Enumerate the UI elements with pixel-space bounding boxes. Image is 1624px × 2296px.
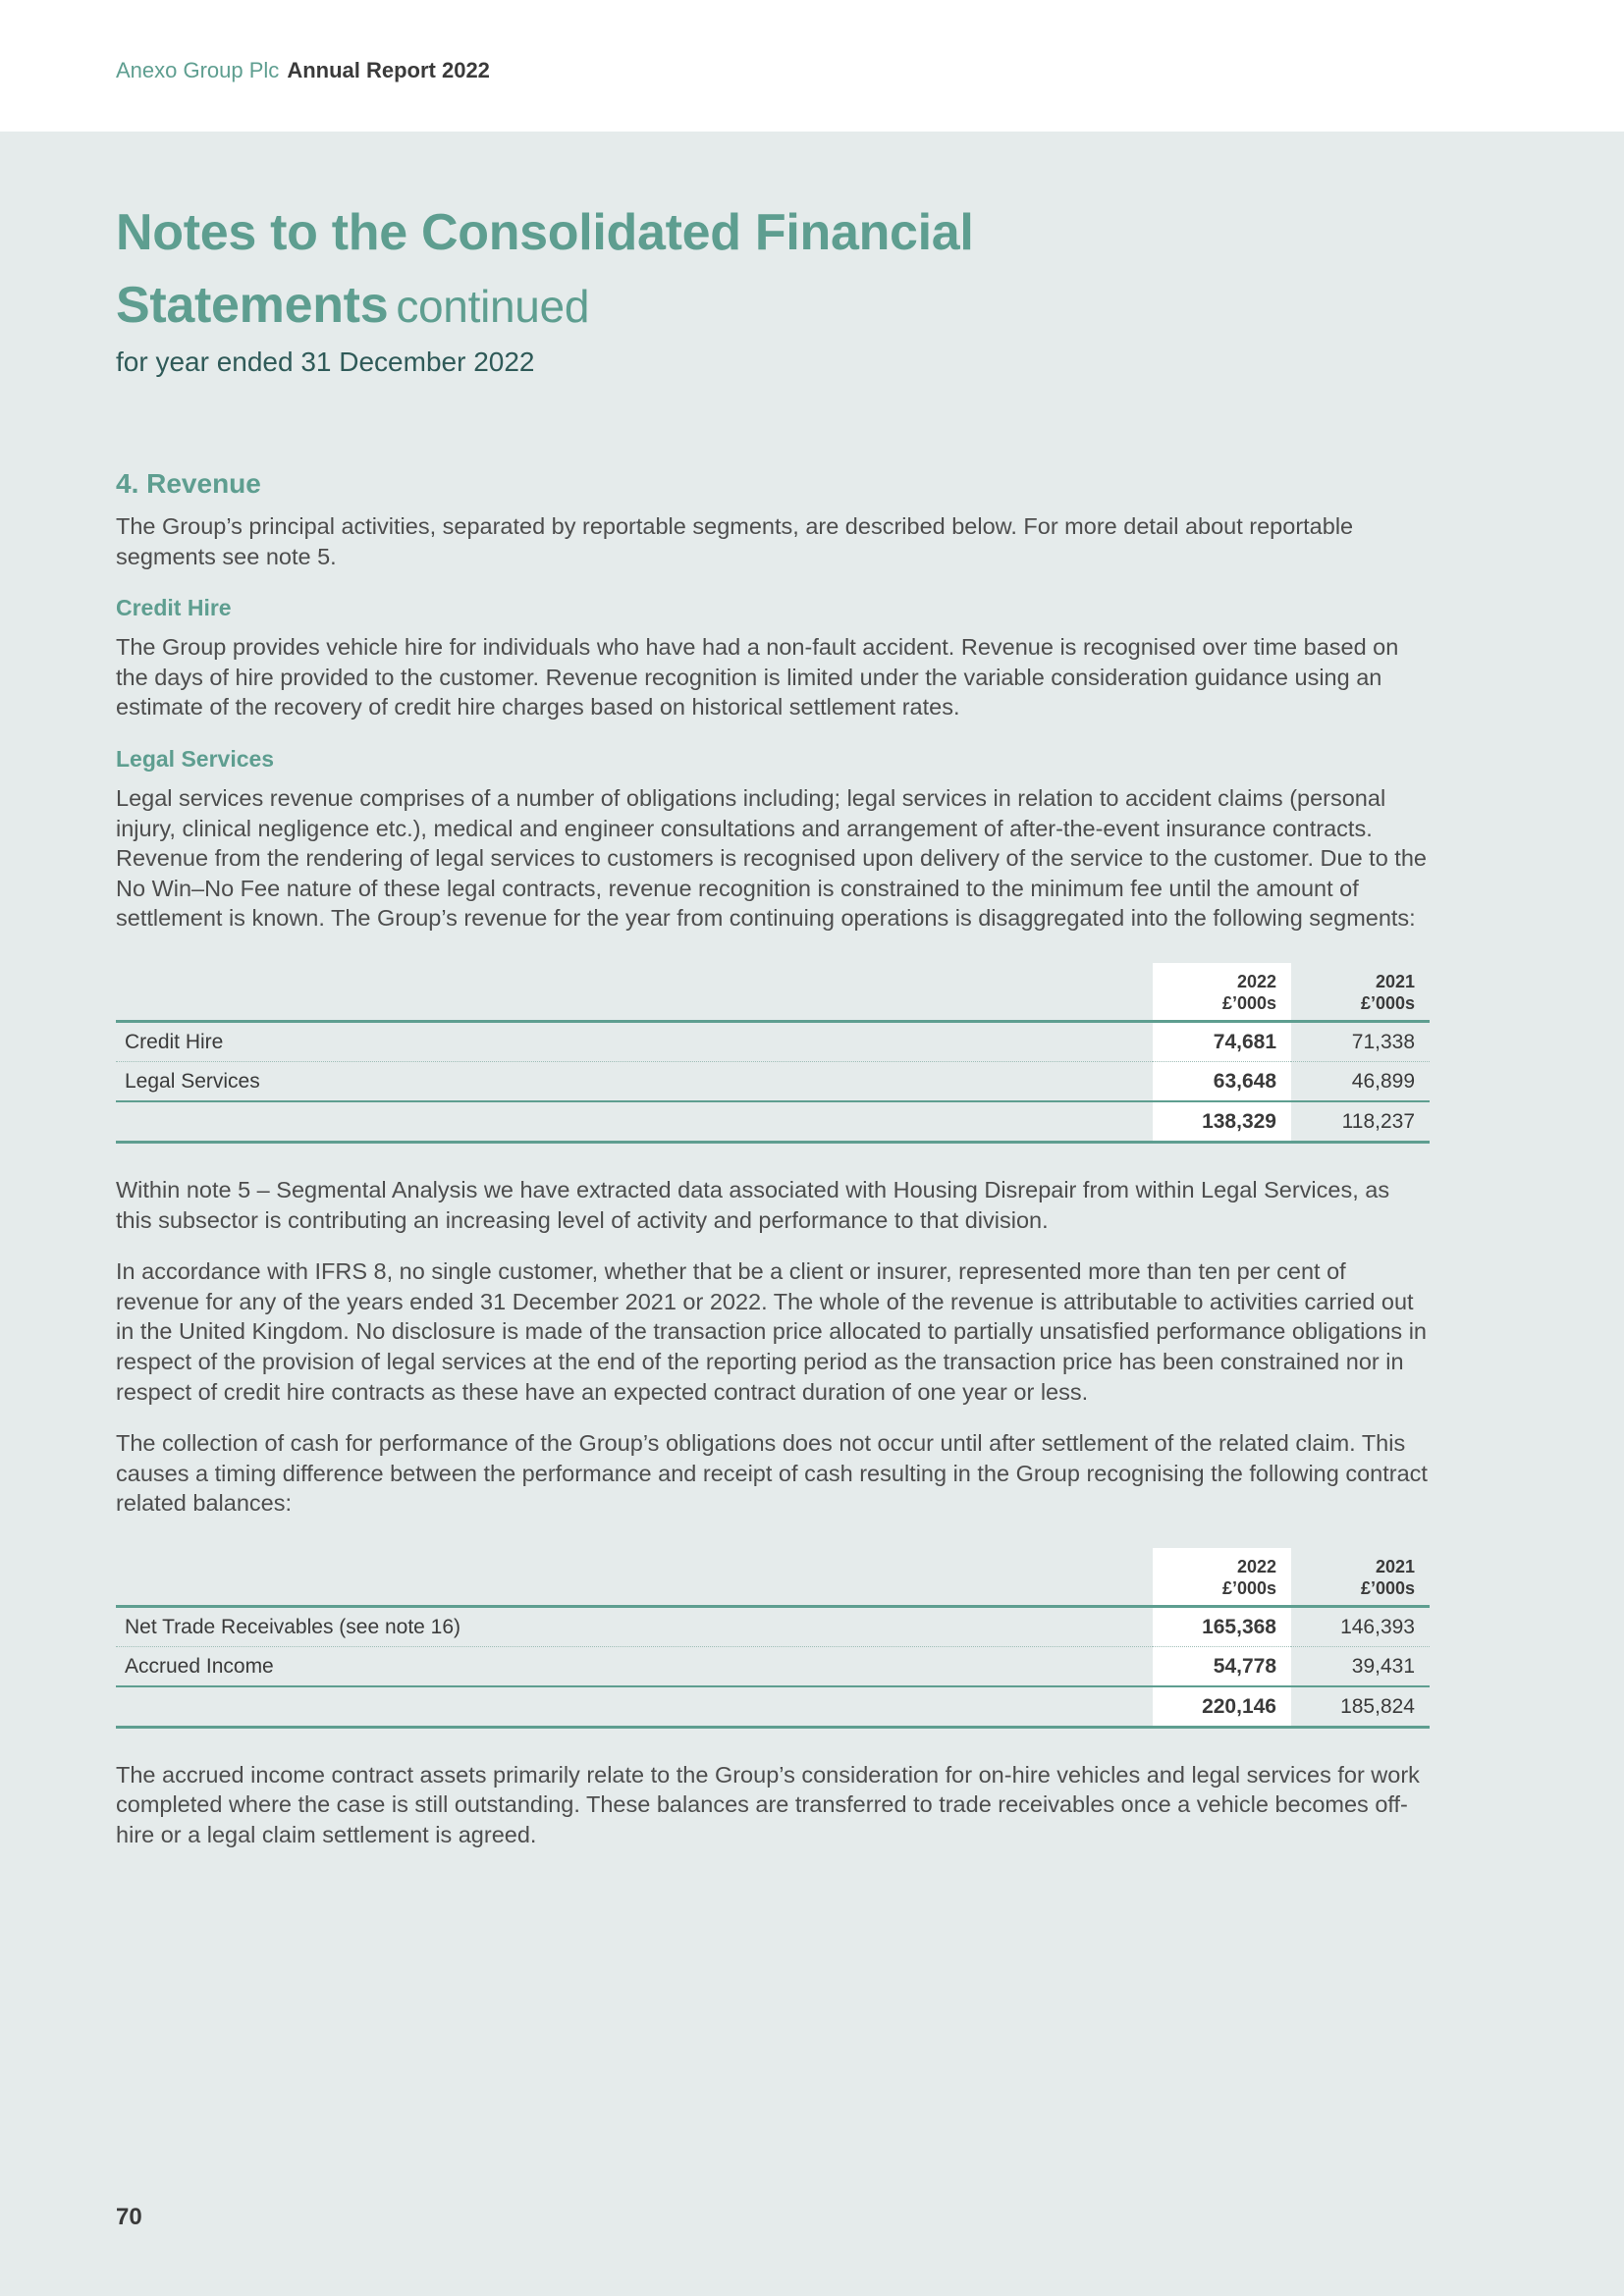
total-label [116,1686,1153,1728]
main-content [116,196,1430,1850]
table-header-row [116,1548,1430,1607]
table-row [116,1061,1430,1101]
col-2021-header [1291,963,1430,1022]
table-row [116,1021,1430,1061]
page-title-suffix: continued [396,281,590,332]
page-header [0,0,1624,132]
row-label: Net Trade Receivables (see note 16) [116,1606,1153,1646]
ifrs-paragraph: In accordance with IFRS 8, no single customer, whether that be a client or insurer, represented more than ten per cent of revenue for any of the years ended 31 December 2021 or 2022. The whole of the revenue is attributable to activities carried out in the United Kingdom. No disclosure is made of the transaction price allocated to partially unsatisfied performance obligations in respect of the provision of legal services at the end of the reporting period as the transaction price has been constrained nor in respect of credit hire contracts as these have an expected contract duration of one year or less. [116,1258,1428,1405]
table-header-label [116,1548,1153,1607]
value-2022: 165,368 [1153,1606,1291,1646]
intro-paragraph: The Group’s principal activities, separated by reportable segments, are described below. For more detail about reportable segments see note 5. [116,513,1354,569]
col-2022-unit: £’000s [1221,992,1276,1013]
report-name: Annual Report 2022 [287,58,490,82]
table-header-label [116,963,1153,1022]
total-row [116,1101,1430,1143]
total-2022: 138,329 [1153,1101,1291,1143]
accrued-income-paragraph: The accrued income contract assets primarily relate to the Group’s consideration for on-hire vehicles and legal services for work completed where the case is still outstanding. These balances are transferred to trade receivables once a vehicle becomes off-hire or a legal claim settlement is agreed. [116,1761,1420,1848]
section-heading: 4. Revenue [116,468,261,499]
page-subtitle: for year ended 31 December 2022 [116,347,535,377]
legal-services-paragraph: Legal services revenue comprises of a number of obligations including; legal services in relation to accident claims (personal injury, clinical negligence etc.), medical and engineer consultations and arrangement of after-the-event insurance contracts. Revenue from the rendering of legal services to customers is recognised upon delivery of the service to the customer. Due to the No Win–No Fee nature of these legal contracts, revenue recognition is constrained to the minimum fee until the amount of settlement is known. The Group’s revenue for the year from continuing operations is disaggregated into the following segments: [116,784,1427,932]
revenue-table [116,963,1430,1144]
col-2021-unit: £’000s [1360,992,1415,1013]
page-number: 70 [116,2204,142,2230]
col-2022-unit: £’000s [1221,1577,1276,1598]
total-2022: 220,146 [1153,1686,1291,1728]
value-2021: 39,431 [1291,1646,1430,1686]
value-2022: 74,681 [1153,1021,1291,1061]
total-row [116,1686,1430,1728]
segmental-paragraph: Within note 5 – Segmental Analysis we have extracted data associated with Housing Disrepair from within Legal Services, as this subsector is contributing an increasing level of activity and performance to that division. [116,1176,1390,1233]
value-2022: 54,778 [1153,1646,1291,1686]
legal-services-heading: Legal Services [116,745,275,772]
table-row [116,1606,1430,1646]
total-2021: 118,237 [1291,1101,1430,1143]
col-2022-header [1153,1548,1291,1607]
col-2021-header [1291,1548,1430,1607]
table-header-row [116,963,1430,1022]
page-title [116,196,1430,343]
credit-hire-paragraph: The Group provides vehicle hire for individuals who have had a non-fault accident. Revenue is recognised over time based on the days of hire provided to the customer. Revenue recognition is limited under the variable consideration guidance using an estimate of the recovery of credit hire charges based on historical settlement rates. [116,634,1399,721]
total-label [116,1101,1153,1143]
value-2021: 146,393 [1291,1606,1430,1646]
credit-hire-heading: Credit Hire [116,595,232,621]
row-label: Accrued Income [116,1646,1153,1686]
row-label: Legal Services [116,1061,1153,1101]
col-2022-year: 2022 [1236,1556,1276,1576]
value-2021: 46,899 [1291,1061,1430,1101]
company-name: Anexo Group Plc [116,58,280,82]
col-2021-year: 2021 [1375,1556,1415,1576]
total-2021: 185,824 [1291,1686,1430,1728]
table-row [116,1646,1430,1686]
page-title-main: Notes to the Consolidated Financial Statements [116,204,974,334]
row-label: Credit Hire [116,1021,1153,1061]
col-2022-year: 2022 [1236,971,1276,991]
header-text [116,58,490,83]
col-2021-year: 2021 [1375,971,1415,991]
value-2022: 63,648 [1153,1061,1291,1101]
cash-paragraph: The collection of cash for performance of the Group’s obligations does not occur until after settlement of the related claim. This causes a timing difference between the performance and receipt of cash resulting in the Group recognising the following contract related balances: [116,1430,1428,1517]
contract-balances-table [116,1548,1430,1729]
col-2021-unit: £’000s [1360,1577,1415,1598]
value-2021: 71,338 [1291,1021,1430,1061]
col-2022-header [1153,963,1291,1022]
